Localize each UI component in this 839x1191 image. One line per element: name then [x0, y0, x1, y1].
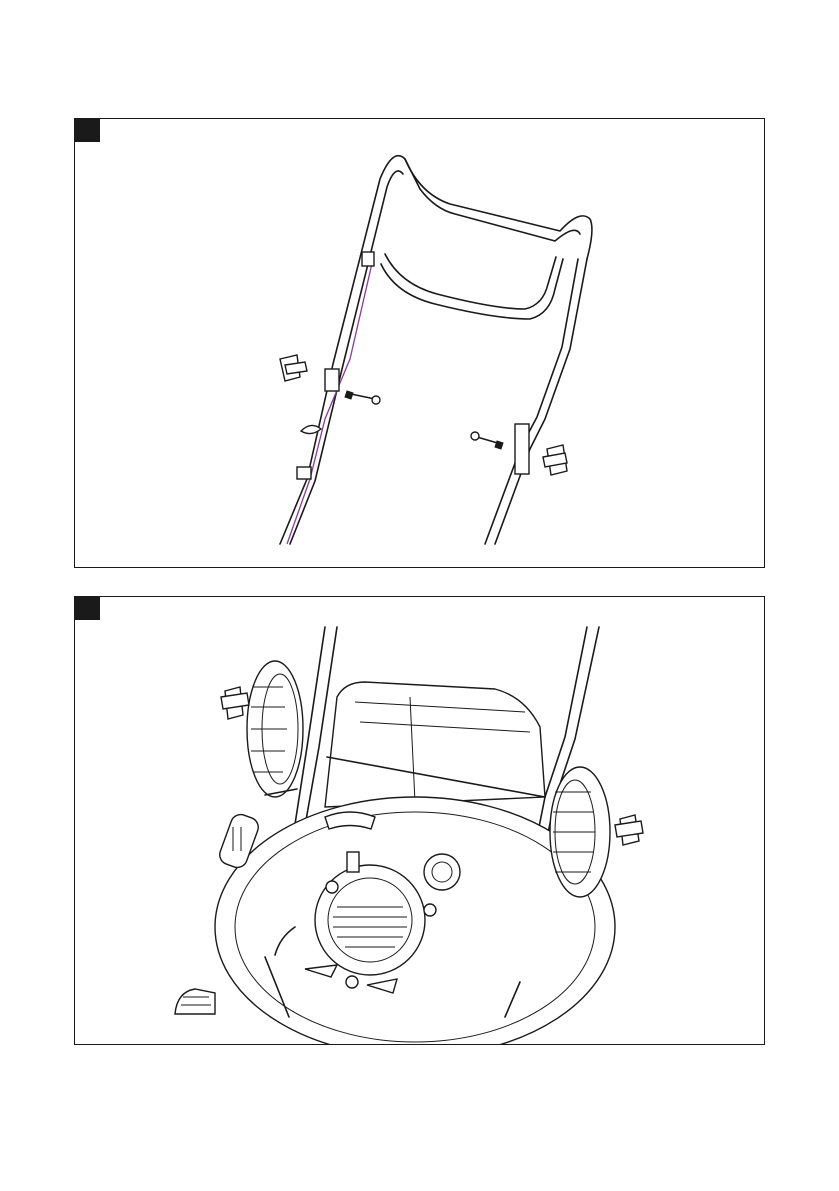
- left-handle-tube-outer: [280, 156, 420, 544]
- left-rear-wheel: [247, 661, 303, 797]
- right-handle-tube-outer: [495, 259, 587, 544]
- grass-box: [325, 682, 545, 807]
- left-wing-knob: [221, 687, 249, 719]
- deck-bolt-left: [326, 881, 338, 893]
- left-cable-clip-upper: [362, 252, 374, 266]
- right-lower-tube-joint: [515, 424, 529, 474]
- left-cable-clip-lower: [297, 467, 311, 479]
- top-handle-bar-inner: [420, 189, 580, 241]
- right-bolt: [471, 432, 503, 449]
- right-rear-wheel: [550, 767, 610, 897]
- fuel-cap: [424, 854, 460, 890]
- left-bolt: [345, 391, 380, 404]
- right-wing-knob: [615, 815, 643, 845]
- control-bail-outer: [381, 259, 563, 319]
- top-handle-bar: [405, 159, 592, 259]
- spark-plug: [347, 852, 359, 872]
- handle-assembly-illustration: [75, 119, 764, 567]
- figure-panel-2: [74, 596, 765, 1045]
- deck-bolt-right: [424, 904, 436, 916]
- control-bail-inner: [385, 254, 556, 309]
- left-front-wheel: [175, 989, 215, 1014]
- right-handle-tube-inner: [485, 259, 578, 544]
- right-wing-knob: [543, 445, 567, 475]
- deck-bolt-front: [346, 976, 358, 988]
- control-cable: [287, 259, 373, 544]
- mower-deck-illustration: [75, 597, 764, 1044]
- left-lower-tube-joint: [325, 369, 339, 391]
- left-wing-knob: [280, 355, 307, 381]
- figure-panel-1: [74, 118, 765, 568]
